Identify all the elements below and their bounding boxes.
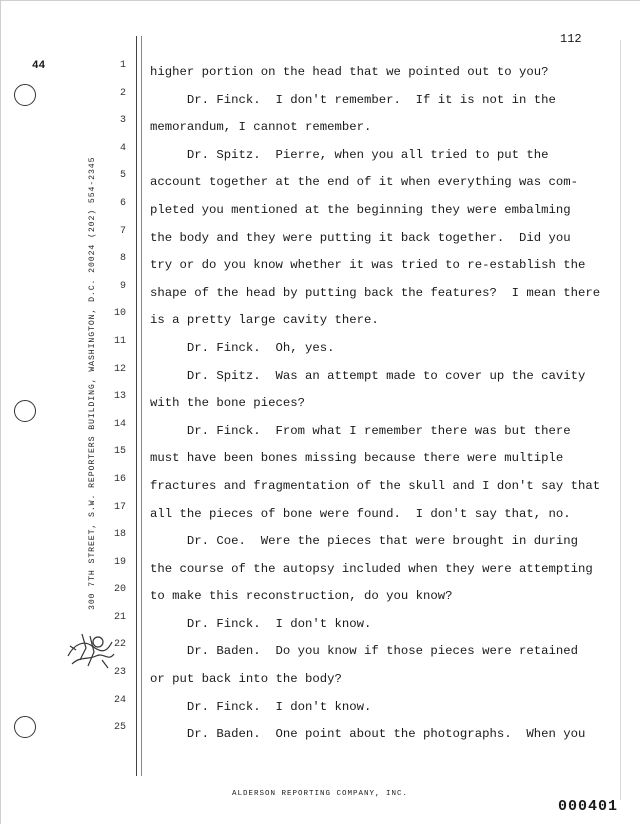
line-number: 1 (119, 60, 126, 71)
margin-annotation-number: 44 (32, 60, 46, 72)
line-number: 17 (113, 501, 126, 513)
line-number: 16 (113, 473, 126, 485)
line-number: 12 (113, 363, 126, 375)
transcript-line: Dr. Finck. I don't know. (150, 699, 372, 714)
transcript-line: or put back into the body? (150, 672, 342, 687)
line-number: 4 (119, 142, 126, 154)
line-number: 10 (113, 308, 126, 320)
line-number: 18 (113, 529, 126, 541)
left-margin-rule (136, 36, 137, 776)
page-edge-left (0, 0, 1, 824)
transcript-line: with the bone pieces? (150, 396, 305, 411)
line-number: 20 (113, 584, 126, 596)
transcript-line: is a pretty large cavity there. (150, 313, 379, 328)
right-margin-rule (620, 40, 621, 800)
left-margin-rule-inner (141, 36, 142, 776)
line-number: 22 (113, 639, 126, 651)
transcript-line: Dr. Finck. I don't know. (150, 616, 372, 631)
line-number: 8 (119, 253, 126, 265)
line-number: 19 (113, 556, 126, 568)
transcript-line: memorandum, I cannot remember. (150, 120, 372, 135)
transcript-line: to make this reconstruction, do you know? (150, 589, 453, 604)
line-number: 9 (119, 280, 126, 292)
transcript-line: the course of the autopsy included when they were attempting (150, 561, 593, 576)
transcript-line: Dr. Baden. One point about the photographs. When you (150, 727, 586, 742)
line-number: 21 (113, 611, 126, 623)
transcript-line: Dr. Finck. From what I remember there was but there (150, 423, 571, 438)
binder-hole-icon (14, 84, 36, 106)
line-number: 15 (113, 446, 126, 458)
transcript-line: Dr. Coe. Were the pieces that were brought in during (150, 534, 579, 549)
transcript-line: account together at the end of it when everything was com- (150, 175, 579, 190)
transcript-line: all the pieces of bone were found. I don't say that, no. (150, 506, 571, 521)
line-number: 3 (119, 115, 126, 127)
line-number: 14 (113, 418, 126, 430)
binder-hole-icon (14, 716, 36, 738)
page-edge-top (0, 0, 640, 1)
binder-hole-icon (14, 400, 36, 422)
line-number: 11 (113, 335, 126, 347)
line-number: 7 (119, 225, 126, 237)
line-number: 2 (119, 87, 126, 99)
reporter-address-stamp: 300 7TH STREET, S.W. REPORTERS BUILDING, WASHINGTON, D.C. 20024 (202) 554-2345 (88, 156, 97, 610)
transcript-line: must have been bones missing because there were multiple (150, 451, 564, 466)
line-number: 13 (113, 391, 126, 403)
handwritten-doodle-icon (62, 626, 118, 676)
transcript-line: fractures and fragmentation of the skull and I don't say that (150, 478, 601, 493)
transcript-line: higher portion on the head that we pointed out to you? (150, 65, 549, 79)
reporting-company-footer: ALDERSON REPORTING COMPANY, INC. (231, 790, 409, 798)
transcript-line: Dr. Spitz. Pierre, when you all tried to put the (150, 147, 549, 162)
page-number: 112 (560, 32, 582, 46)
transcript-line: the body and they were putting it back together. Did you (150, 230, 571, 245)
line-number: 6 (119, 197, 126, 209)
line-number: 5 (119, 170, 126, 182)
transcript-line: Dr. Spitz. Was an attempt made to cover up the cavity (150, 368, 586, 383)
transcript-line: shape of the head by putting back the features? I mean there (150, 285, 601, 300)
transcript-line: Dr. Finck. I don't remember. If it is not in the (150, 92, 556, 107)
line-number: 23 (113, 667, 126, 679)
transcript-line: Dr. Baden. Do you know if those pieces were retained (150, 644, 579, 659)
transcript-line: pleted you mentioned at the beginning they were embalming (150, 202, 571, 217)
line-number: 25 (113, 722, 126, 734)
transcript-line: try or do you know whether it was tried to re-establish the (150, 258, 586, 273)
transcript-line: Dr. Finck. Oh, yes. (150, 340, 335, 355)
transcript-body (150, 59, 610, 749)
line-number: 24 (113, 694, 126, 706)
bates-number: 000401 (558, 798, 619, 815)
